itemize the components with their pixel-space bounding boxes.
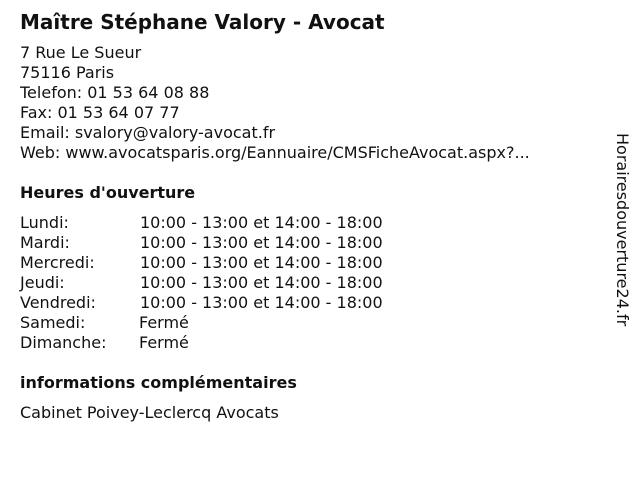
hours-row-jeudi bbox=[20, 273, 610, 293]
day-hours: 10:00 - 13:00 et 14:00 - 18:00 bbox=[140, 213, 383, 232]
hours-row-dimanche bbox=[20, 333, 610, 353]
day-label: Vendredi: bbox=[20, 293, 96, 312]
day-label: Samedi: bbox=[20, 313, 86, 332]
hours-row-samedi bbox=[20, 313, 610, 333]
email-line: Email: svalory@valory-avocat.fr bbox=[20, 123, 276, 142]
day-hours: Fermé bbox=[139, 333, 189, 352]
day-hours: 10:00 - 13:00 et 14:00 - 18:00 bbox=[140, 233, 383, 252]
address-street: 7 Rue Le Sueur bbox=[20, 43, 142, 62]
address-city: 75116 Paris bbox=[20, 63, 115, 82]
day-label: Mardi: bbox=[20, 233, 70, 252]
info-text: Cabinet Poivey-Leclercq Avocats bbox=[20, 403, 279, 422]
day-label: Dimanche: bbox=[20, 333, 107, 352]
hours-row-lundi bbox=[20, 213, 610, 233]
info-heading: informations complémentaires bbox=[20, 373, 297, 392]
page-title: Maître Stéphane Valory - Avocat bbox=[20, 10, 385, 34]
side-brand-watermark: Horairesdouverture24.fr bbox=[613, 133, 632, 327]
hours-row-mardi bbox=[20, 233, 610, 253]
business-card bbox=[20, 10, 610, 423]
day-hours: 10:00 - 13:00 et 14:00 - 18:00 bbox=[140, 273, 383, 292]
day-hours: 10:00 - 13:00 et 14:00 - 18:00 bbox=[140, 293, 383, 312]
hours-list bbox=[20, 213, 610, 353]
hours-heading: Heures d'ouverture bbox=[20, 183, 196, 202]
day-label: Jeudi: bbox=[20, 273, 65, 292]
hours-row-vendredi bbox=[20, 293, 610, 313]
day-hours: 10:00 - 13:00 et 14:00 - 18:00 bbox=[140, 253, 383, 272]
day-label: Lundi: bbox=[20, 213, 69, 232]
web-line: Web: www.avocatsparis.org/Eannuaire/CMSFicheAvocat.aspx?... bbox=[20, 143, 530, 162]
hours-row-mercredi bbox=[20, 253, 610, 273]
day-hours: Fermé bbox=[139, 313, 189, 332]
phone-line: Telefon: 01 53 64 08 88 bbox=[20, 83, 210, 102]
day-label: Mercredi: bbox=[20, 253, 95, 272]
fax-line: Fax: 01 53 64 07 77 bbox=[20, 103, 180, 122]
